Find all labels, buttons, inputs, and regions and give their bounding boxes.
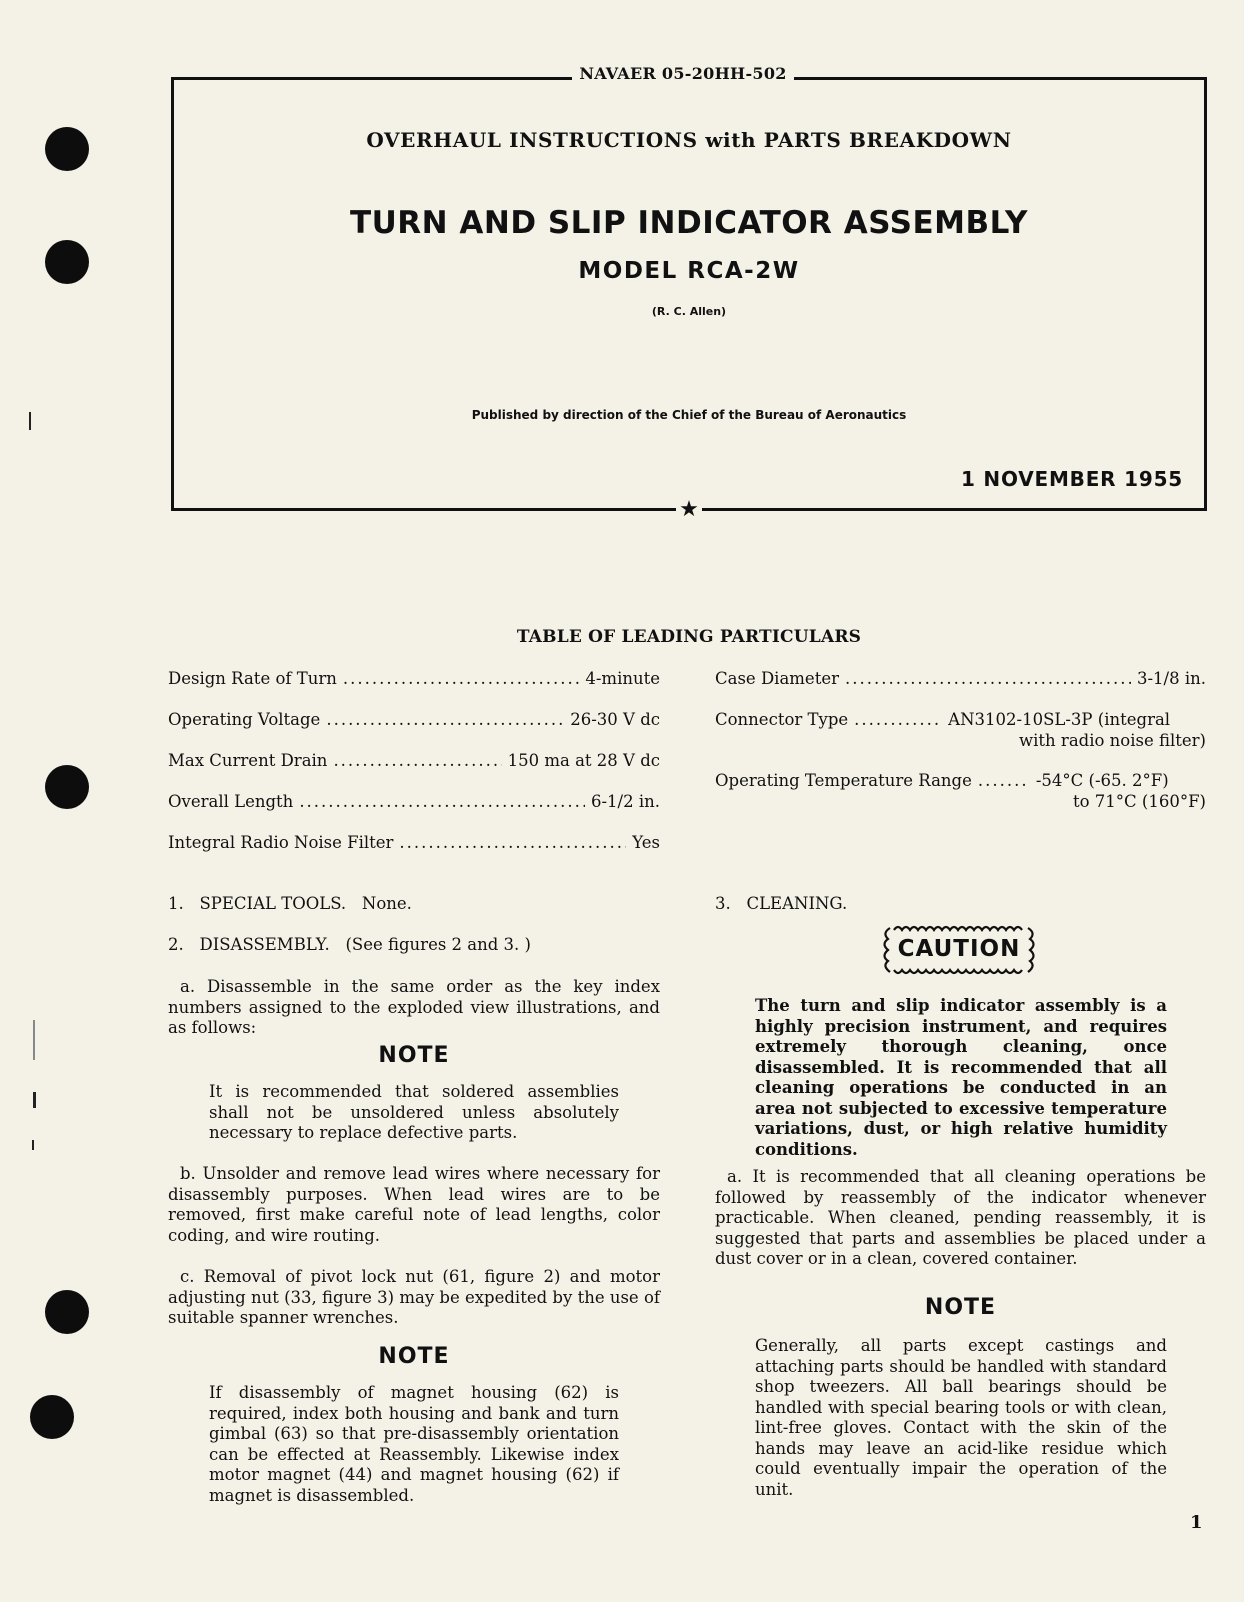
publication-date: 1 NOVEMBER 1955 [960, 467, 1183, 491]
particular-row [168, 750, 660, 771]
particular-row [715, 770, 1206, 791]
section-special-tools: 1. SPECIAL TOOLS. None. [168, 894, 412, 913]
particular-value: AN3102-10SL-3P (integral [948, 710, 1171, 729]
scan-mark [29, 412, 31, 430]
note-heading: NOTE [924, 1295, 997, 1320]
particular-row [715, 668, 1206, 689]
particular-label: Operating Temperature Range [715, 771, 972, 790]
model-subtitle: MODEL RCA-2W [578, 258, 800, 284]
particular-value: 150 ma at 28 V dc [507, 751, 660, 770]
scan-mark [33, 1020, 35, 1060]
particular-value: -54°C (-65. 2°F) [1035, 771, 1169, 790]
manufacturer: (R. C. Allen) [651, 305, 727, 318]
particular-label: Integral Radio Noise Filter [168, 833, 394, 852]
document-number: NAVAER 05-20HH-502 [572, 64, 794, 83]
particular-value: 3-1/8 in. [1136, 669, 1206, 688]
note-soldered: It is recommended that soldered assemblies shall not be unsoldered unless absolutely necessary to replace defective parts. [209, 1082, 619, 1142]
particular-row [168, 709, 660, 730]
note-heading: NOTE [378, 1344, 450, 1369]
particular-label: Connector Type [715, 710, 849, 729]
section-disassembly: 2. DISASSEMBLY. (See figures 2 and 3. ) [168, 935, 531, 954]
binder-hole [45, 765, 89, 809]
note-handling: Generally, all parts except castings and attaching parts should be handled with standard shop tweezers. All ball bearings should be handled with special bearing tools or with clean, lint-free gloves. Contact with the skin of the hands may leave an acid-like residue which could eventually impair the operation of the unit. [755, 1336, 1167, 1499]
cleaning-para-a: a. It is recommended that all cleaning operations be followed by reassembly of the indicator whenever practicable. When cleaned, pending reassembly, it is suggested that parts and assemblies be placed under a dust cover or in a clean, covered container. [715, 1167, 1206, 1268]
page-title: TURN AND SLIP INDICATOR ASSEMBLY [349, 205, 1029, 241]
binder-hole [45, 240, 89, 284]
disassembly-para-b: b. Unsolder and remove lead wires where necessary for disassembly purposes. When lead wires are to be removed, first make careful note of lead lengths, color coding, and wire routing. [168, 1164, 660, 1245]
particular-value: 26-30 V dc [570, 710, 660, 729]
particular-label: Case Diameter [715, 669, 839, 688]
scan-mark [33, 1092, 36, 1108]
particular-label: Overall Length [168, 792, 294, 811]
published-by: Published by direction of the Chief of the Bureau of Aeronautics [471, 408, 907, 422]
particular-row [168, 832, 660, 853]
particular-row [715, 709, 1206, 730]
binder-hole [45, 1290, 89, 1334]
particulars-title: TABLE OF LEADING PARTICULARS [516, 627, 862, 647]
page-number: 1 [1190, 1512, 1203, 1533]
particular-row [168, 791, 660, 812]
particular-row [168, 668, 660, 689]
particular-value-continued: with radio noise filter) [1019, 731, 1206, 750]
particular-value-continued: to 71°C (160°F) [1073, 792, 1206, 811]
particular-value: Yes [632, 833, 660, 852]
overhaul-heading: OVERHAUL INSTRUCTIONS with PARTS BREAKDOWN [366, 128, 1012, 152]
caution-text: The turn and slip indicator assembly is a highly precision instrument, and requires extremely thorough cleaning, once disassembled. It is recommended that all cleaning operations be conducted in an area not subjected to excessive temperature variations, dust, or high relative humidity conditions. [755, 996, 1167, 1159]
particular-label: Design Rate of Turn [168, 669, 337, 688]
section-cleaning: 3. CLEANING. [715, 894, 848, 913]
particular-label: Operating Voltage [168, 710, 321, 729]
particular-label: Max Current Drain [168, 751, 328, 770]
binder-hole [30, 1395, 74, 1439]
caution-heading: CAUTION [897, 936, 1021, 962]
particular-value: 4-minute [585, 669, 660, 688]
scan-mark [32, 1140, 34, 1150]
note-heading: NOTE [378, 1043, 450, 1068]
disassembly-para-a: a. Disassemble in the same order as the key index numbers assigned to the exploded view illustrations, and as follows: [168, 977, 660, 1037]
disassembly-para-c: c. Removal of pivot lock nut (61, figure 2) and motor adjusting nut (33, figure 3) may be expedited by the use of suitable spanner wrenches. [168, 1267, 660, 1327]
note-magnet-housing: If disassembly of magnet housing (62) is required, index both housing and bank and turn gimbal (63) so that pre-disassembly orientation can be effected at Reassembly. Likewise index motor magnet (44) and magnet housing (62) if magnet is disassembled. [209, 1383, 619, 1505]
binder-hole [45, 127, 89, 171]
star-ornament: ★ [676, 497, 702, 523]
caution-banner [880, 920, 1038, 980]
particular-value: 6-1/2 in. [590, 792, 660, 811]
